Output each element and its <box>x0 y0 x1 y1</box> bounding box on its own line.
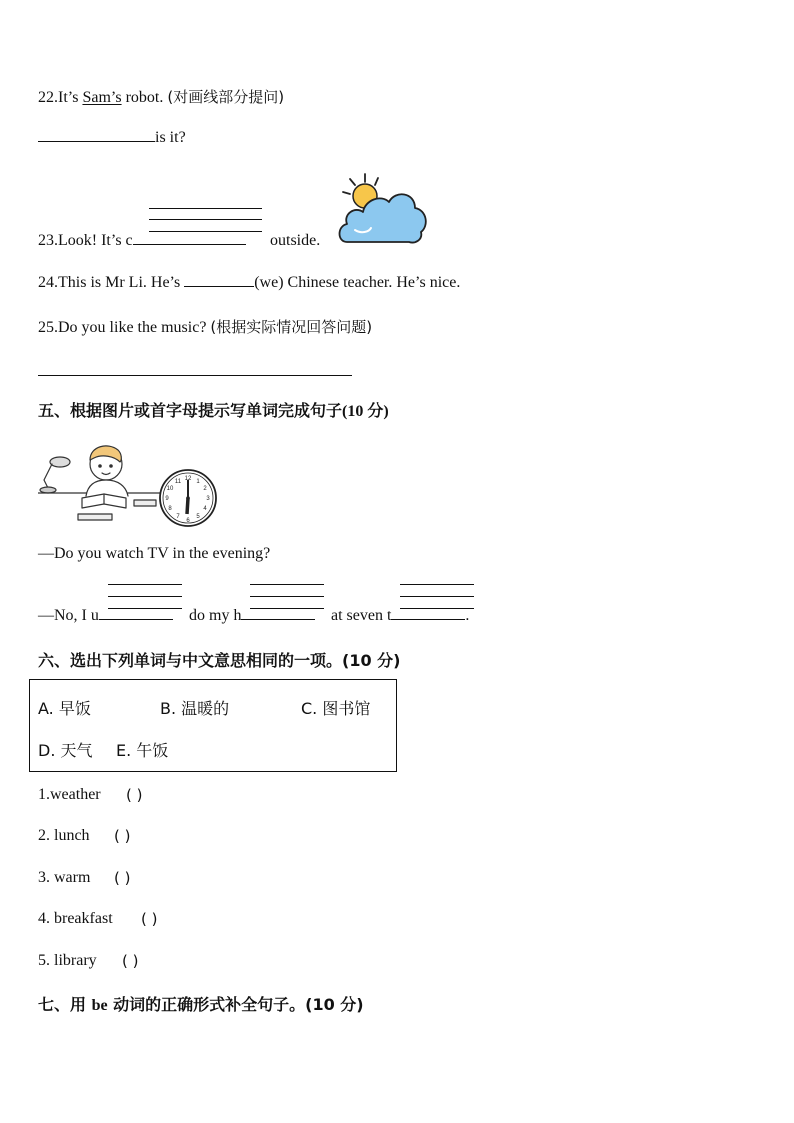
q22-prefix: 22.It’s <box>38 89 83 106</box>
svg-text:2: 2 <box>203 486 207 492</box>
svg-text:12: 12 <box>184 476 192 482</box>
section-5-score: (10 分) <box>342 403 389 420</box>
svg-text:1: 1 <box>196 479 200 485</box>
s5-answer-part2: do my h <box>189 607 242 624</box>
q23-answer-blank[interactable] <box>133 243 246 245</box>
svg-text:6: 6 <box>186 518 190 524</box>
s5-guide-line <box>250 584 324 585</box>
q22-answer-suffix: is it? <box>155 129 186 146</box>
svg-text:5: 5 <box>196 514 200 520</box>
q22-underlined-word: Sam’s <box>82 89 122 106</box>
list-item <box>38 910 113 928</box>
options-box <box>29 679 397 772</box>
q24-hint: (we) <box>254 274 284 291</box>
item-label: 4. breakfast <box>38 910 113 927</box>
list-item <box>38 827 90 845</box>
option-e: E. 午饭 <box>116 741 169 760</box>
svg-text:10: 10 <box>166 486 174 492</box>
s5-answer-part3: at seven t <box>331 607 392 624</box>
q23-prefix: 23.Look! It’s c <box>38 232 133 249</box>
question-23 <box>38 232 246 250</box>
s5-guide-line <box>108 584 182 585</box>
section-6-title: 六、选出下列单词与中文意思相同的一项。(10 分) <box>38 651 401 670</box>
s5-blank-1[interactable] <box>99 618 173 620</box>
svg-text:11: 11 <box>174 479 182 485</box>
q23-writing-guide-line <box>149 208 262 209</box>
answer-paren[interactable]: ( ) <box>141 910 158 928</box>
section-7-title-be: be <box>91 997 108 1014</box>
cloud-sun-icon <box>335 170 430 246</box>
svg-text:7: 7 <box>176 514 180 520</box>
section-5-question: —Do you watch TV in the evening? <box>38 545 271 562</box>
item-label: 2. lunch <box>38 827 90 844</box>
section-7-title <box>38 992 364 1015</box>
svg-text:9: 9 <box>165 496 169 502</box>
s5-guide-line <box>108 596 182 597</box>
question-24 <box>38 274 460 292</box>
q22-suffix: robot. <box>121 89 168 106</box>
answer-paren[interactable]: ( ) <box>114 827 131 845</box>
option-c: C. 图书馆 <box>301 699 371 718</box>
answer-paren[interactable]: ( ) <box>126 786 143 804</box>
option-a: A. 早饭 <box>38 699 91 718</box>
q24-suffix: Chinese teacher. He’s nice. <box>283 274 461 291</box>
s5-guide-line <box>250 596 324 597</box>
s5-answer-end: . <box>465 607 470 624</box>
list-item <box>38 869 90 887</box>
s5-guide-line <box>400 596 474 597</box>
question-25 <box>38 316 372 337</box>
item-label: 3. warm <box>38 869 91 886</box>
q22-answer-line <box>38 129 186 147</box>
section-5-answer <box>38 607 173 625</box>
s5-blank-3[interactable] <box>391 618 465 620</box>
q24-answer-blank[interactable] <box>184 285 254 287</box>
item-label: 1.weather <box>38 786 101 803</box>
list-item <box>38 952 97 970</box>
section-5-title <box>38 398 389 421</box>
s5-answer-part1: —No, I u <box>38 607 99 624</box>
list-item <box>38 786 101 804</box>
section-5-title-text: 五、根据图片或首字母提示写单词完成句子 <box>38 401 343 420</box>
s5-answer-part2-wrap <box>189 607 315 625</box>
s5-answer-part3-wrap <box>331 607 469 625</box>
option-b: B. 温暖的 <box>160 699 230 718</box>
svg-text:4: 4 <box>203 506 207 512</box>
q22-note: (对画线部分提问) <box>167 88 285 106</box>
section-7-title-a: 七、用 <box>38 995 92 1014</box>
boy-studying-illustration <box>38 438 163 526</box>
item-label: 5. library <box>38 952 97 969</box>
q24-prefix: 24.This is Mr Li. He’s <box>38 274 185 291</box>
q22-answer-blank[interactable] <box>38 140 155 142</box>
answer-paren[interactable]: ( ) <box>114 869 131 887</box>
q25-prefix: 25.Do you like the music? <box>38 319 211 336</box>
svg-text:8: 8 <box>168 506 172 512</box>
q23-suffix: outside. <box>270 232 321 249</box>
question-22 <box>38 86 284 107</box>
clock-icon <box>158 468 218 528</box>
answer-paren[interactable]: ( ) <box>122 952 139 970</box>
section-7-title-b: 动词的正确形式补全句子。(10 分) <box>107 995 364 1014</box>
s5-guide-line <box>400 584 474 585</box>
svg-text:3: 3 <box>206 496 210 502</box>
q25-answer-line[interactable] <box>38 375 352 376</box>
s5-blank-2[interactable] <box>241 618 315 620</box>
option-d: D. 天气 <box>38 741 93 760</box>
q23-writing-guide-line <box>149 219 262 220</box>
q25-note: (根据实际情况回答问题) <box>210 318 373 336</box>
